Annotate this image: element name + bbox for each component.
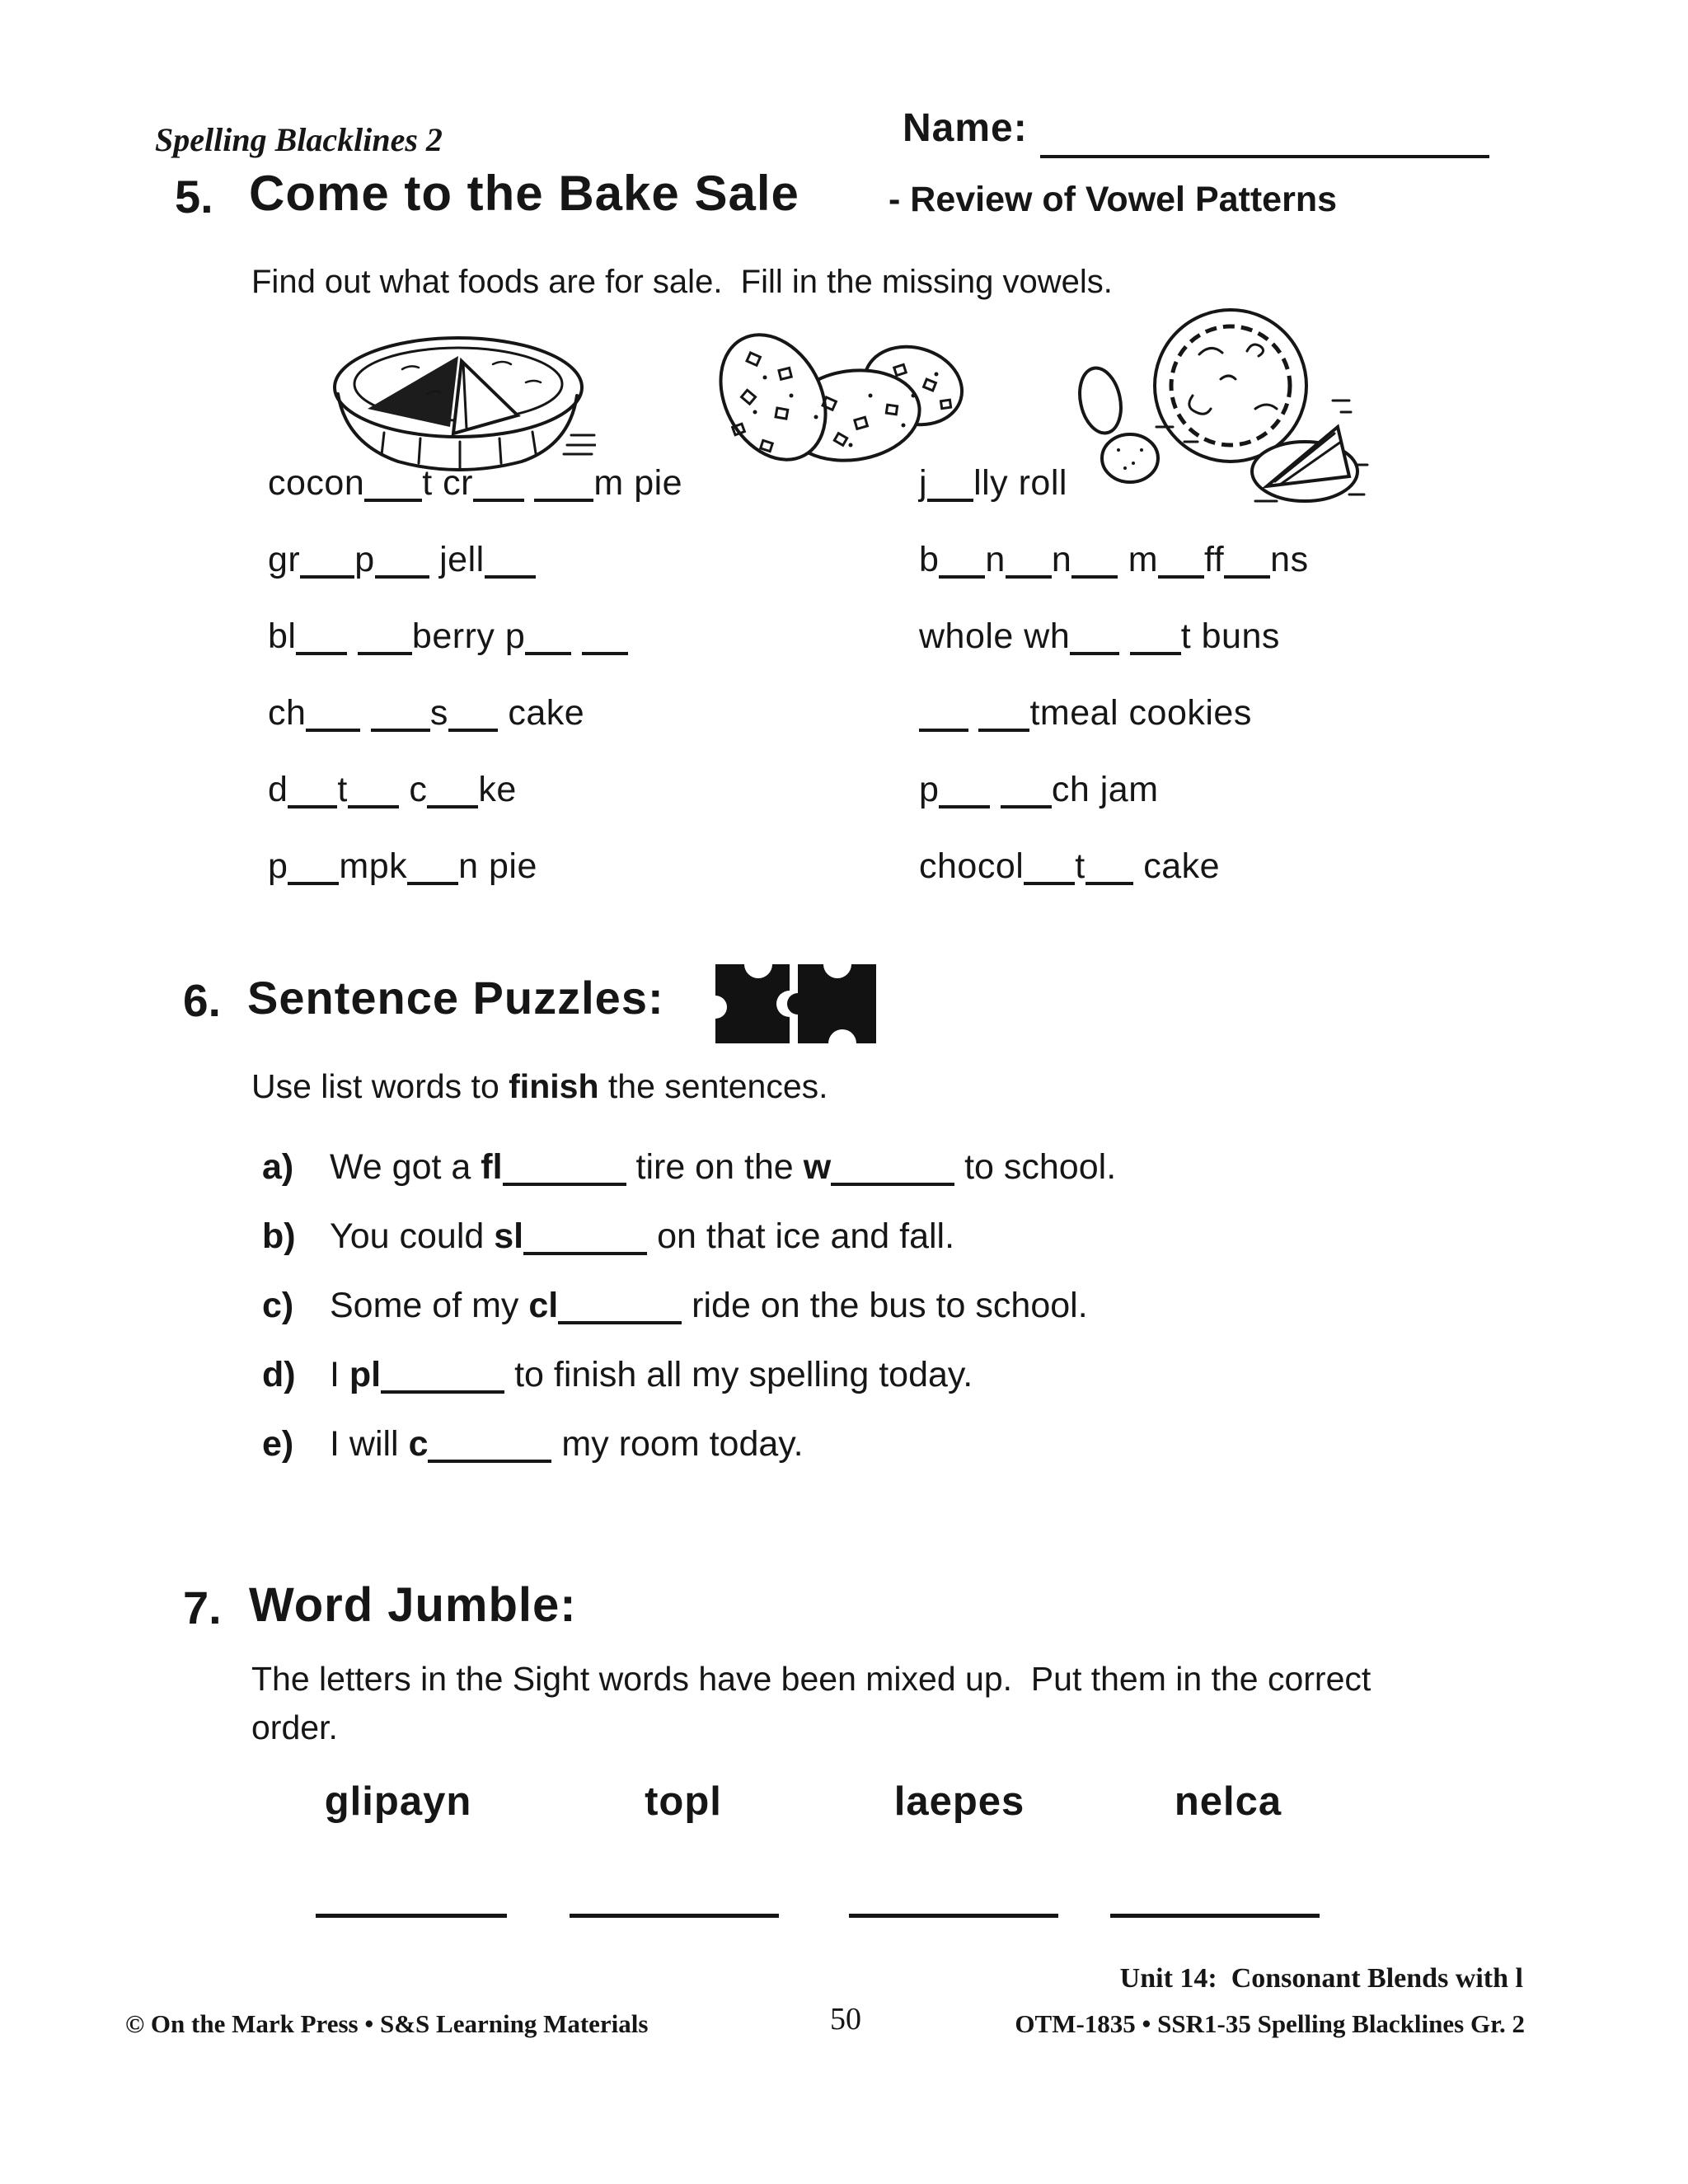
footer-copyright: © On the Mark Press • S&S Learning Materials [125,2009,649,2038]
item-text [360,693,370,733]
bake-sale-item [268,540,682,616]
item-text: m pie [593,463,683,503]
blend-letters: fl [481,1147,503,1187]
fill-in-blank [375,571,429,579]
item-text: on that ice and fall. [647,1216,955,1256]
sentence-item [262,1286,1116,1355]
item-text [571,616,581,656]
item-text [1119,616,1129,656]
sentence-item [262,1424,1116,1493]
fill-in-blank [525,648,571,655]
fill-in-blank [978,724,1029,732]
fill-in-blank [358,648,412,655]
sentence-label: c) [262,1286,294,1325]
item-text: p [268,846,288,886]
item-text: Use list words to [251,1067,509,1105]
item-text: cocon [268,463,365,503]
item-text: n [1051,540,1072,579]
cookies-illustration [701,320,977,475]
item-text: t [337,770,348,809]
fill-in-blank [371,724,430,732]
bake-sale-item [919,463,1309,540]
fill-in-blank [939,571,985,579]
fill-in-blank [1085,878,1133,885]
sentence-item [262,1147,1116,1216]
item-text: to school. [954,1147,1117,1187]
fill-in-blank [427,801,478,808]
item-text: You could [330,1216,495,1256]
sentence-item [262,1355,1116,1424]
bake-sale-item [268,770,682,846]
fill-in-blank [448,724,498,732]
fill-in-blank [919,724,968,732]
bake-sale-item [919,770,1309,846]
fill-in-blank [831,1179,954,1186]
fill-in-blank [300,571,354,579]
item-text: jell [429,540,485,579]
sentence-item [262,1216,1116,1286]
section6-title: Sentence Puzzles: [247,972,664,1024]
bake-sale-item [919,540,1309,616]
item-text: t cr [422,463,473,503]
item-text: lly roll [973,463,1067,503]
sentence-text [330,1355,973,1424]
sentence-list [262,1147,1116,1493]
item-text: bl [268,616,297,656]
fill-in-blank [381,1386,504,1394]
jumbled-word: topl [645,1779,722,1824]
name-label: Name: [903,106,1028,150]
footer-unit-title: Unit 14: Consonant Blends with l [1119,1963,1523,1994]
fill-in-blank [1024,878,1075,885]
item-text: my room today. [551,1424,804,1464]
blend-letters: finish [509,1067,599,1105]
item-text: b [919,540,940,579]
footer-page-number: 50 [830,2002,861,2036]
answer-write-line [849,1914,1058,1918]
fill-in-blank [428,1455,551,1463]
fill-in-blank [1006,571,1052,579]
section7-number: 7. [183,1582,222,1633]
item-text: c [398,770,428,809]
bake-sale-item [919,846,1309,923]
sentence-text [330,1286,1088,1355]
fill-in-blank [939,801,990,808]
item-text: chocol [919,846,1025,886]
fill-in-blank [364,494,422,502]
section5-number: 5. [175,171,213,223]
item-text: p [354,540,375,579]
section5-title: Come to the Bake Sale [249,166,799,221]
item-text: whole wh [919,616,1071,656]
item-text [968,693,978,733]
item-text: t buns [1180,616,1280,656]
item-text [524,463,534,503]
item-text: tmeal cookies [1029,693,1252,733]
item-text: ns [1270,540,1309,579]
fill-in-blank [558,1317,682,1324]
item-text: the sentences. [598,1067,828,1105]
puzzle-pieces-icon [710,958,882,1050]
answer-write-line [316,1914,507,1918]
sentence-label: e) [262,1424,294,1464]
item-text [347,616,357,656]
item-text: I [330,1355,349,1394]
fill-in-blank [534,494,593,502]
item-text: I will [330,1424,409,1464]
fill-in-blank [1158,571,1204,579]
item-text: We got a [330,1147,481,1187]
section5-subtitle: - Review of Vowel Patterns [889,180,1338,219]
sentence-label: d) [262,1355,296,1394]
item-text: n pie [458,846,537,886]
item-text: gr [268,540,301,579]
item-text: p [919,770,940,809]
sentence-text [330,1216,954,1286]
item-text: t [1075,846,1085,886]
book-title: Spelling Blacklines 2 [155,121,443,158]
item-text: ride on the bus to school. [682,1286,1088,1325]
section6-instruction [251,1067,828,1106]
jumbled-word: glipayn [324,1779,472,1824]
blend-letters: sl [494,1216,524,1256]
bake-sale-item [268,463,682,540]
jumbled-word: nelca [1174,1779,1282,1824]
item-text: ch jam [1051,770,1159,809]
blend-letters: c [408,1424,429,1464]
fill-in-blank [503,1179,626,1186]
fill-in-blank [485,571,536,579]
answer-write-line [570,1914,779,1918]
item-text: m [1118,540,1159,579]
section5-instruction: Find out what foods are for sale. Fill in the missing vowels. [251,264,1113,300]
item-text: d [268,770,288,809]
fill-in-blank [288,801,337,808]
bake-sale-item [268,616,682,693]
jumbled-word: laepes [893,1779,1025,1824]
sentence-label: a) [262,1147,294,1187]
section7-title: Word Jumble: [249,1578,577,1632]
fill-in-blank [407,878,458,885]
blend-letters: cl [528,1286,559,1325]
blend-letters: pl [349,1355,382,1394]
fill-in-blank [1071,571,1118,579]
bake-sale-list-right [919,463,1309,923]
bake-sale-list-left [268,463,682,923]
item-text: tire on the [626,1147,804,1187]
blend-letters: w [803,1147,832,1187]
bake-sale-item [919,616,1309,693]
fill-in-blank [1070,648,1119,655]
answer-write-line [1110,1914,1320,1918]
item-text [990,770,1000,809]
name-write-line [1040,155,1489,158]
sentence-text [330,1147,1116,1216]
fill-in-blank [1224,571,1270,579]
item-text: s [429,693,448,733]
fill-in-blank [1130,648,1181,655]
footer-product-code: OTM-1835 • SSR1-35 Spelling Blacklines Gr. 2 [1015,2009,1525,2038]
section7-instruction: The letters in the Sight words have been mixed up. Put them in the correct order. [251,1660,1381,1747]
item-text: cake [1132,846,1221,886]
item-text: j [919,463,928,503]
fill-in-blank [296,648,347,655]
item-text: berry p [411,616,526,656]
fill-in-blank [473,494,524,502]
bake-sale-item [919,693,1309,770]
sentence-label: b) [262,1216,296,1256]
bake-sale-item [268,693,682,770]
bake-sale-item [268,846,682,923]
item-text: ff [1204,540,1225,579]
item-text: ch [268,693,307,733]
item-text: n [985,540,1006,579]
item-text: ke [478,770,517,809]
sentence-text [330,1424,804,1493]
fill-in-blank [927,494,973,502]
item-text: mpk [339,846,408,886]
fill-in-blank [348,801,399,808]
fill-in-blank [288,878,339,885]
section6-number: 6. [183,975,221,1026]
fill-in-blank [582,648,628,655]
fill-in-blank [1001,801,1052,808]
fill-in-blank [306,724,360,732]
item-text: Some of my [330,1286,529,1325]
item-text: cake [497,693,585,733]
item-text: to finish all my spelling today. [504,1355,973,1394]
fill-in-blank [523,1248,647,1255]
